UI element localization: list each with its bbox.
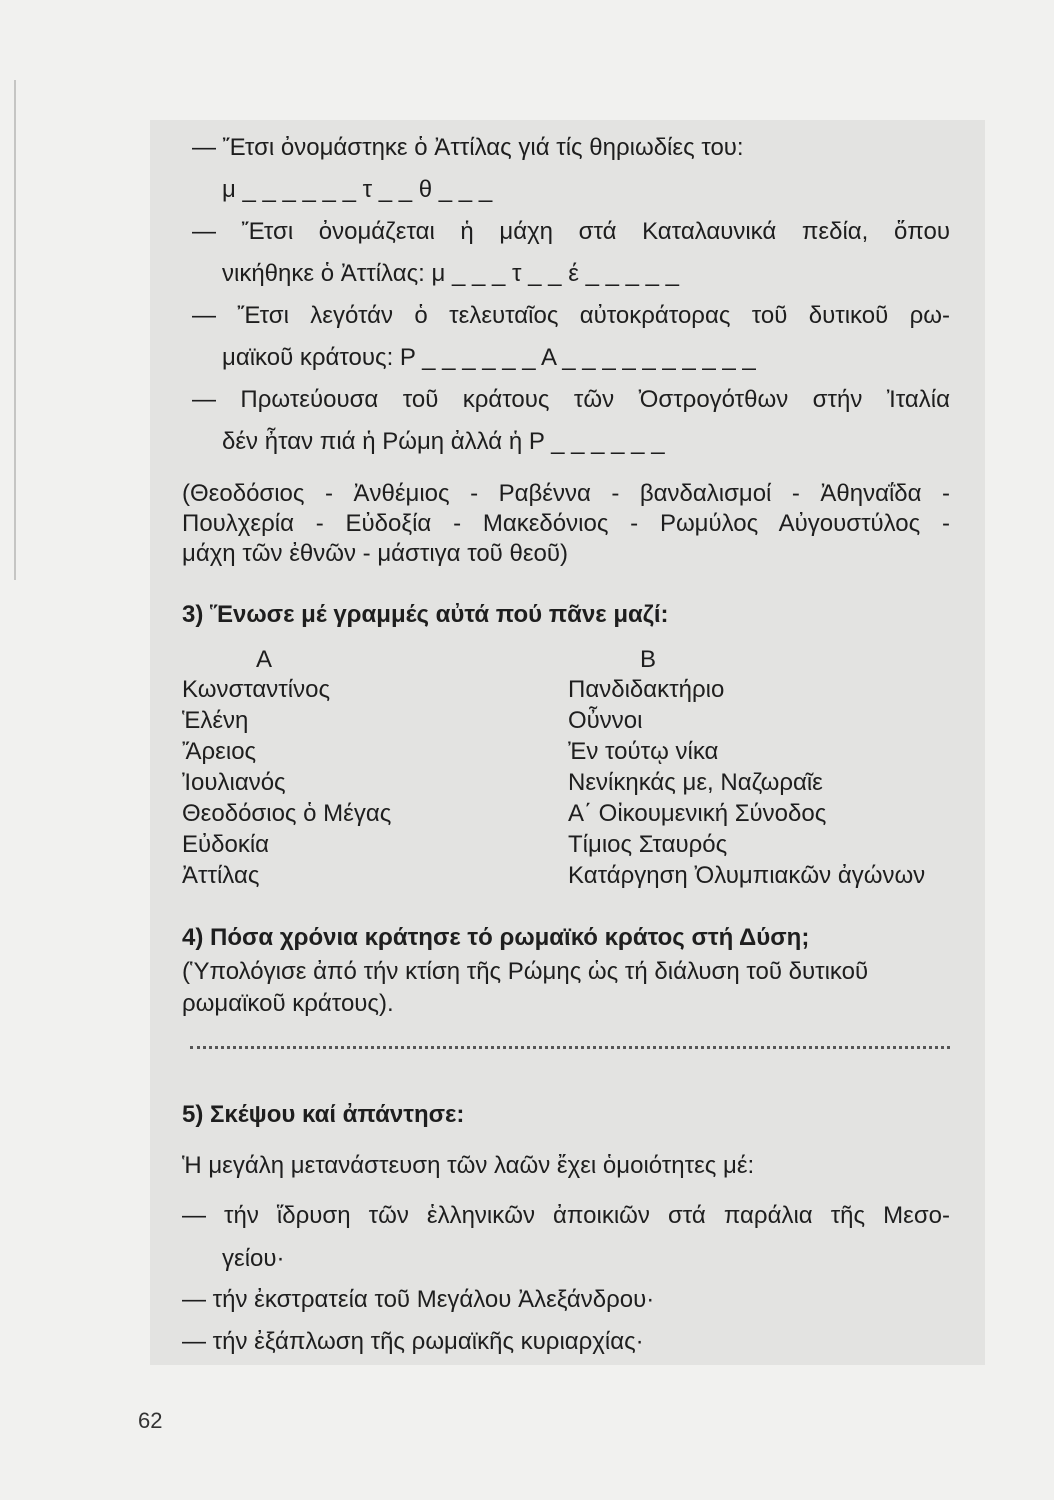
column-b-header: B: [640, 646, 657, 673]
question-5-title: 5) Σκέψου καί ἀπάντησε:: [182, 1101, 465, 1128]
word-bank-line: μάχη τῶν ἐθνῶν - μάστιγα τοῦ θεοῦ): [182, 540, 568, 567]
word-bank-line: Πουλχερία - Εὐδοξία - Μακεδόνιος - Ρωμύλος Αὐγουστύλος -: [182, 510, 950, 537]
fill-in-line: — Ἔτσι ὀνομάζεται ἡ μάχη στά Καταλαυνικά πεδία, ὅπου: [192, 218, 950, 245]
column-b-item: Οὖννοι: [568, 707, 643, 734]
column-b-item: Ἐν τούτῳ νίκα: [568, 738, 719, 765]
page-number: 62: [138, 1408, 163, 1433]
column-a-header: A: [256, 646, 273, 673]
column-a-item: Κωνσταντίνος: [182, 676, 331, 703]
column-a-item: Ἑλένη: [182, 707, 249, 734]
column-a-item: Θεοδόσιος ὁ Μέγας: [182, 800, 392, 827]
page-edge: [14, 80, 16, 580]
fill-in-blank: μ _ _ _ _ _ _ τ _ _ θ _ _ _: [222, 176, 493, 203]
question-4-instruction: (Ὑπολόγισε ἀπό τήν κτίση τῆς Ρώμης ὡς τή διάλυση τοῦ δυτικοῦ: [182, 958, 869, 985]
fill-in-blank: νικήθηκε ὁ Ἀττίλας: μ _ _ _ τ _ _ έ _ _ _ _ _: [222, 260, 679, 287]
question-5-option: γείου·: [222, 1245, 285, 1272]
fill-in-blank: δέν ἦταν πιά ἡ Ρώμη ἀλλά ἡ Ρ _ _ _ _ _ _: [222, 428, 665, 455]
question-4-title: 4) Πόσα χρόνια κράτησε τό ρωμαϊκό κράτος στή Δύση;: [182, 924, 810, 951]
fill-in-line: — Ἔτσι λεγότάν ὁ τελευταῖος αὐτοκράτορας τοῦ δυτικοῦ ρω-: [192, 302, 950, 329]
column-a-item: Ἄρειος: [182, 738, 257, 765]
fill-in-line: — Ἔτσι ὀνομάστηκε ὁ Ἀττίλας γιά τίς θηριωδίες του:: [192, 134, 744, 161]
column-b-item: Νενίκηκάς με, Ναζωραῖε: [568, 769, 823, 796]
column-a-item: Ἀττίλας: [182, 862, 260, 889]
fill-in-blank: μαϊκοῦ κράτους: Ρ _ _ _ _ _ _ Α _ _ _ _ _ _ _ _ _ _: [222, 344, 756, 371]
fill-in-line: — Πρωτεύουσα τοῦ κράτους τῶν Ὀστρογότθων στήν Ἰταλία: [192, 386, 950, 413]
question-5-intro: Ἡ μεγάλη μετανάστευση τῶν λαῶν ἔχει ὁμοιότητες μέ:: [182, 1152, 755, 1179]
column-b-item: Πανδιδακτήριο: [568, 676, 725, 703]
column-a-item: Ἰουλιανός: [182, 769, 286, 796]
column-b-item: Τίμιος Σταυρός: [568, 831, 728, 858]
question-3-title: 3) Ἕνωσε μέ γραμμές αὐτά πού πᾶνε μαζί:: [182, 601, 669, 628]
question-5-option: — τήν ἵδρυση τῶν ἑλληνικῶν ἀποικιῶν στά παράλια τῆς Μεσο-: [182, 1202, 950, 1229]
word-bank-line: (Θεοδόσιος - Ἀνθέμιος - Ραβέννα - βανδαλισμοί - Ἀθηναΐδα -: [182, 480, 950, 507]
column-a-item: Εὐδοκία: [182, 831, 270, 858]
answer-dotted-line[interactable]: [190, 1046, 950, 1049]
question-5-option: — τήν ἐκστρατεία τοῦ Μεγάλου Ἀλεξάνδρου·: [182, 1286, 655, 1313]
column-b-item: Κατάργηση Ὀλυμπιακῶν ἀγώνων: [568, 862, 926, 889]
question-4-instruction: ρωμαϊκοῦ κράτους).: [182, 990, 394, 1017]
question-5-option: — τήν ἐξάπλωση τῆς ρωμαϊκῆς κυριαρχίας·: [182, 1328, 644, 1355]
column-b-item: Α΄ Οἰκουμενική Σύνοδος: [568, 800, 827, 827]
